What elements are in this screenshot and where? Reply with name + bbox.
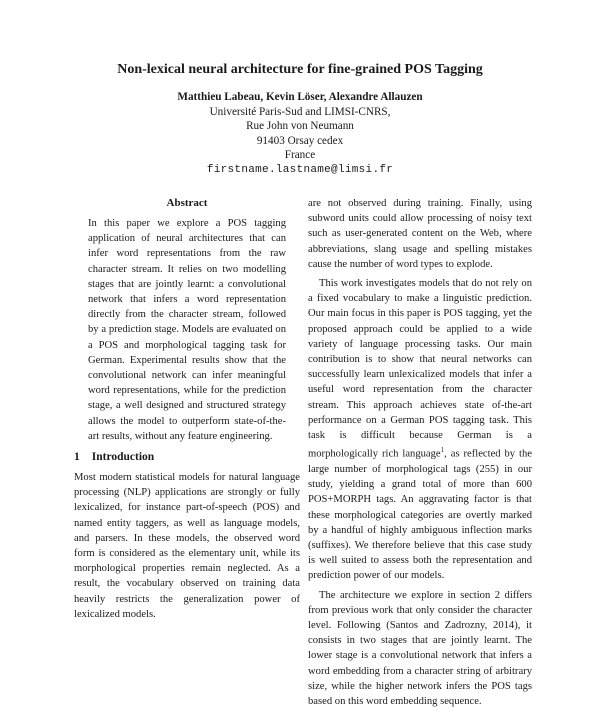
paragraph-architecture: The architecture we explore in section 2 differs from previous work that only consider the character level. Following (Santos and Zadrozny, 2014), it consists in two stages that are jointly learnt. The lower stage is a convolutional network that infers a word embedding from a character string of arbitrary size, while the higher network infers the POS tags based on this word embedding sequence.	[308, 589, 532, 708]
email: firstname.lastname@limsi.fr	[206, 163, 394, 176]
abstract-body	[88, 216, 286, 444]
affiliation: Université Paris-Sud and LIMSI-CNRS,	[209, 105, 391, 118]
paper-title: Non-lexical neural architecture for fine-grained POS Tagging	[117, 62, 483, 77]
section-number: 1	[74, 451, 80, 464]
paragraph-continued: are not observed during training. Finally, using subword units could allow processing of noisy text such as user-generated content on the Web, where abbreviations, slang usage and spelling mistakes cause the number of word types to explode.	[308, 198, 532, 270]
right-column	[308, 196, 532, 713]
street-address: Rue John von Neumann	[246, 120, 354, 132]
introduction-paragraph: Most modern statistical models for natural language processing (NLP) applications are strongly or fully lexicalized, for instance part-of-speech (POS) and named entity taggers, as well as language models, and parsers. In these models, the observed word form is considered as the elementary unit, while its morphological properties remain neglected. As a result, the vocabulary observed on training data heavily restricts the generalization power of lexicalized models.	[74, 472, 300, 620]
left-column	[74, 196, 300, 626]
section-title: Introduction	[91, 451, 155, 464]
abstract-heading: Abstract	[166, 197, 208, 209]
paragraph-text-continued: , as reflected by the large number of morphological tags (255) in our study, yielding a grand total of more than 600 POS+MORPH tags. An aggravating factor is that these morphological categories are overtly marked by a handful of highly ambiguous inflection marks (suffixes). We therefore believe that this case study is well suited to assess both the representation and prediction power of our models.	[308, 448, 532, 582]
paragraph-text: This work investigates models that do not rely on a fixed vocabulary to make a linguistic prediction. Our main focus in this paper is POS tagging, yet the proposed approach could be applied to a wide variety of language processing tasks. Our main contribution is to show that neural networks can successfully learn unlexicalized models that infer a useful word representation from the character stream. This approach achieves state of-the-art performance on a German POS tagging task. This task is difficult because German is a morphologically rich language	[308, 278, 532, 460]
author-block	[0, 90, 600, 177]
author-names: Matthieu Labeau, Kevin Löser, Alexandre Allauzen	[177, 91, 423, 103]
section-heading-introduction	[74, 450, 300, 465]
country: France	[284, 149, 316, 161]
paragraph-main-focus	[308, 276, 532, 584]
footnote-mark: 1	[440, 446, 445, 455]
city: 91403 Orsay cedex	[256, 134, 344, 147]
abstract-text: In this paper we explore a POS tagging application of neural architectures that can infer word representations from the raw character stream. It relies on two modelling stages that are jointly learnt: a convolutional network that infers a word representation directly from the character stream, followed by a prediction stage. Models are evaluated on a POS and morphological tagging task for German. Experimental results show that the convolutional network can infer meaningful word representations, while for the prediction stage, a well designed and structured strategy allows the model to outperform state-of-the-art results, without any feature engineering.	[88, 218, 286, 442]
